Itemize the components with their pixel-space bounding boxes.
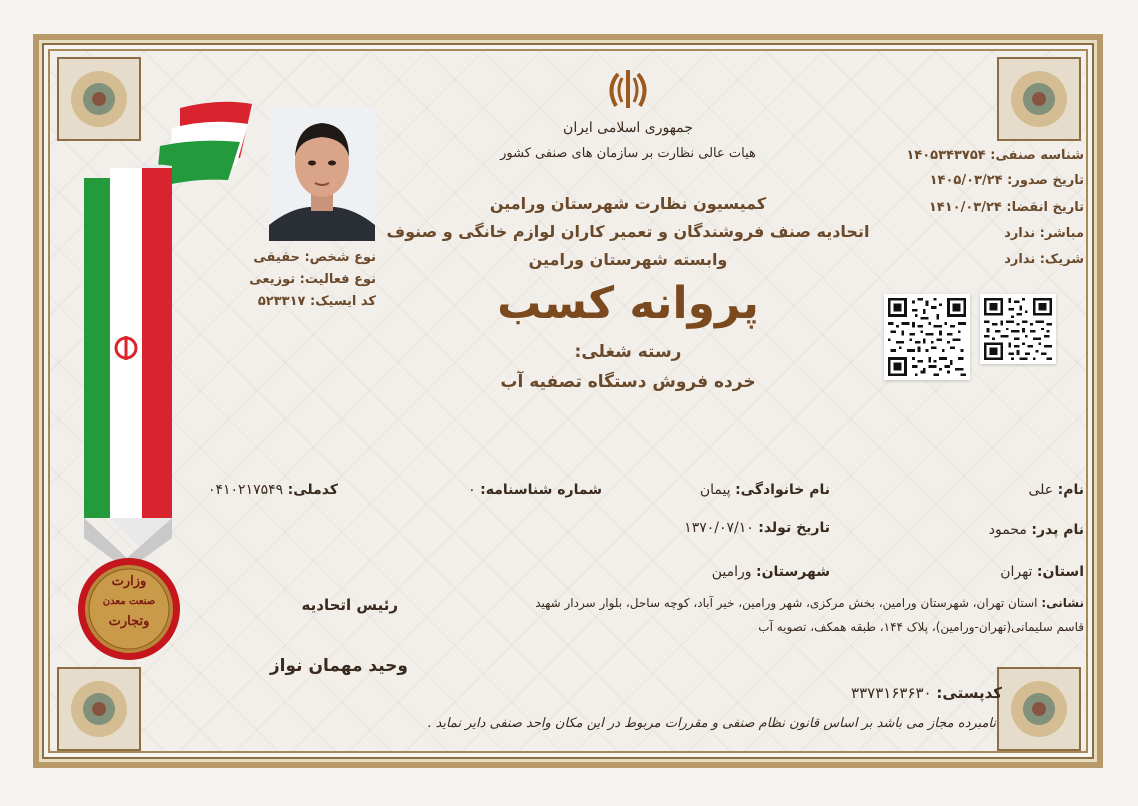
isic-code: کد ایسیک: ۵۲۳۳۱۷: [257, 294, 376, 309]
city-label: شهرستان:: [755, 564, 830, 580]
iran-emblem-icon: [604, 68, 652, 112]
seal-text-top: وزارت: [111, 574, 147, 589]
activity-type: نوع فعالیت: توزیعی: [249, 272, 376, 287]
issue-date: تاریخ صدور: ۱۴۰۵/۰۳/۲۴: [929, 173, 1084, 188]
postal-label: کدپستی:: [936, 684, 1002, 702]
qr-code-2: [980, 294, 1056, 364]
first-name-value: علی: [1028, 482, 1054, 498]
footer-note: نامبرده مجاز می باشد بر اساس قانون نظام صنفی و مقررات مربوط در این مکان واحد صنفی دایر نماید .: [427, 716, 996, 731]
corner-ornament-icon: [56, 666, 142, 752]
father-label: نام پدر:: [1031, 522, 1084, 538]
birth-row: [684, 520, 830, 536]
ministry-seal-icon: [76, 556, 182, 662]
national-code-value: ۰۴۱۰۲۱۷۵۴۹: [207, 482, 284, 498]
province-row: [1000, 564, 1084, 580]
address-line1: استان تهران، شهرستان ورامین، بخش مرکزی، شهر ورامین، خیر آباد، کوچه ساحل، بلوار سردار شهید: [535, 596, 1038, 610]
seal-text-mid: صنعت معدن: [102, 596, 156, 607]
last-name-label: نام خانوادگی:: [735, 482, 830, 498]
national-code-row: [208, 482, 338, 498]
seal-text-bottom: وتجارت: [108, 614, 150, 629]
id-number-value: ۰: [468, 482, 476, 498]
expiry-date: تاریخ انقضا: ۱۴۱۰/۰۳/۲۴: [928, 200, 1084, 215]
union-line2: وابسته شهرستان ورامین: [528, 250, 728, 269]
province-label: استان:: [1036, 564, 1084, 580]
qr-code-1: [884, 294, 970, 380]
signature-name: وحید مهمان نواز: [269, 656, 408, 676]
id-number-row: [468, 482, 602, 498]
last-name-row: [700, 482, 830, 498]
corner-ornament-icon: [996, 56, 1082, 142]
birth-value: ۱۳۷۰/۰۷/۱۰: [684, 520, 754, 536]
national-code-label: کدملی:: [287, 482, 338, 498]
birth-label: تاریخ تولد:: [758, 520, 830, 536]
commission-text: کمیسیون نظارت شهرستان ورامین: [489, 194, 767, 213]
partner: شریک: ندارد: [1004, 252, 1084, 267]
province-value: تهران: [1000, 564, 1033, 580]
address-row: [535, 596, 1084, 610]
address-label: نشانی:: [1041, 596, 1084, 610]
first-name-label: نام:: [1057, 482, 1084, 498]
signature-title: رئیس اتحادیه: [301, 596, 398, 614]
address-line2: قاسم سلیمانی(تهران-ورامین)، پلاک ۱۴۴، طبقه همکف، تصویه آب: [758, 620, 1084, 634]
corner-ornament-icon: [996, 666, 1082, 752]
republic-text: جمهوری اسلامی ایران: [563, 120, 693, 136]
supervisory-board-text: هیات عالی نظارت بر سازمان های صنفی کشور: [500, 146, 756, 161]
last-name-value: پیمان: [699, 482, 731, 498]
person-type: نوع شخص: حقیقی: [253, 250, 376, 265]
first-name-row: [1029, 482, 1085, 498]
city-row: [712, 564, 830, 580]
guild-id: شناسه صنفی: ۱۴۰۵۳۴۳۷۵۴: [906, 148, 1084, 163]
mobasher: مباشر: ندارد: [1004, 226, 1084, 241]
field-label: رسته شغلی:: [574, 342, 682, 362]
union-line1: اتحادیه صنف فروشندگان و تعمیر کاران لوازم خانگی و صنوف: [386, 222, 870, 241]
father-row: [989, 522, 1084, 538]
postal-row: [851, 684, 1002, 702]
license-title: پروانه کسب: [497, 278, 759, 329]
id-number-label: شماره شناسنامه:: [480, 482, 602, 498]
father-value: محمود: [988, 522, 1027, 538]
city-value: ورامین: [711, 564, 752, 580]
holder-photo: [269, 107, 375, 241]
postal-value: ۳۳۷۳۱۶۳۶۳۰: [851, 684, 932, 702]
field-value: خرده فروش دستگاه تصفیه آب: [500, 372, 756, 392]
